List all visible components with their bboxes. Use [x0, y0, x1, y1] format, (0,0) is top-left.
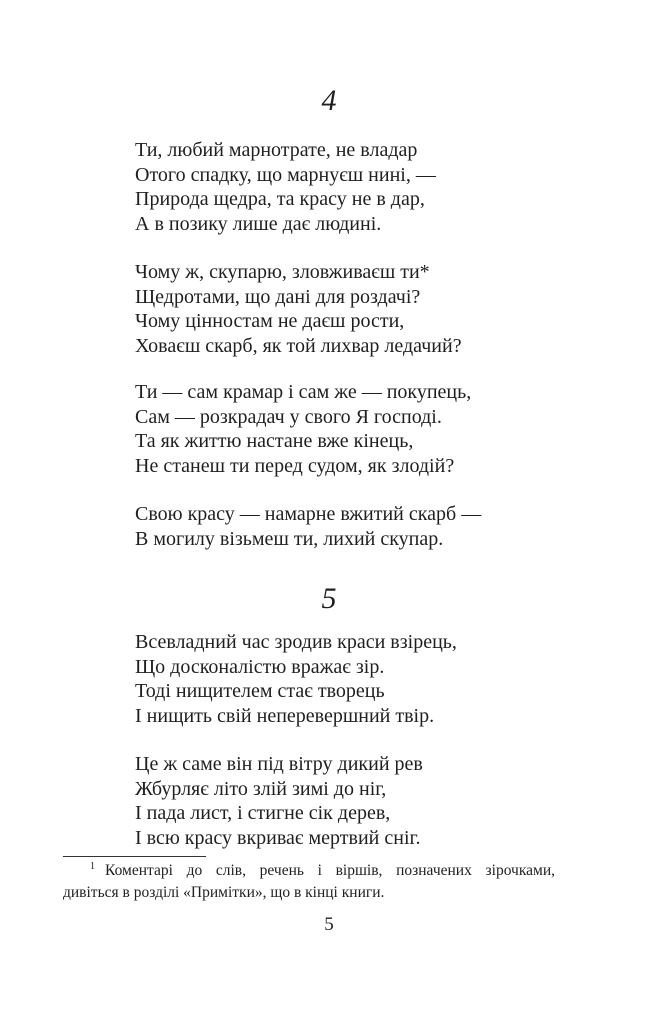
verse-line: І всю красу вкриває мертвий сніг. — [135, 826, 421, 849]
footnote-line — [63, 860, 555, 882]
verse-line: Ховаєш скарб, як той лихвар ледачий? — [135, 334, 462, 357]
verse-line: Всевладний час зродив краси взірець, — [135, 631, 457, 653]
verse-line: Це ж саме він під вітру дикий рев — [135, 753, 423, 775]
verse-line: Ти — сам крамар і сам же — покупець, — [135, 381, 472, 403]
stanza — [135, 138, 555, 236]
stanza — [135, 380, 555, 478]
verse-line: Чому цінностам не даєш рости, — [135, 310, 405, 333]
footnote — [63, 860, 555, 904]
sonnet-number: 5 — [321, 582, 337, 615]
stanza — [135, 752, 555, 850]
verse-line: Ти, любий марнотрате, не владар — [135, 139, 418, 161]
verse-line: І нищить свій неперевершний твір. — [135, 704, 435, 727]
verse-line: Природа щедра, та красу не в дар, — [135, 188, 425, 211]
verse-line: Свою красу — намарне вжитий скарб — — [135, 503, 482, 525]
footnote-divider — [63, 856, 206, 857]
verse-line: Отого спадку, що марнуєш нині, — — [135, 163, 436, 186]
stanza — [135, 502, 555, 551]
verse-line: Чому ж, скупарю, зловживаєш ти* — [135, 261, 430, 283]
stanza — [135, 630, 555, 728]
verse-line: Сам — розкрадач у свого Я господі. — [135, 405, 442, 428]
footnote-line: дивіться в розділі «Примітки», що в кінці книги. — [63, 884, 385, 901]
verse-line: І пада лист, і стигне сік дерев, — [135, 802, 391, 825]
sonnet-number: 4 — [321, 84, 337, 117]
footnote-mark: 1 — [90, 860, 95, 872]
verse-line: Що досконалістю вражає зір. — [135, 655, 385, 678]
verse-line: Щедротами, що дані для роздачі? — [135, 285, 421, 308]
verse-line: Та як життю настане вже кінець, — [135, 430, 414, 453]
verse-line: В могилу візьмеш ти, лихий скупар. — [135, 527, 444, 550]
stanza — [135, 260, 555, 358]
verse-line: А в позику лише дає людині. — [135, 212, 382, 235]
verse-line: Жбурляє літо злій зимі до ніг, — [135, 777, 387, 800]
verse-line: Не станеш ти перед судом, як злодій? — [135, 454, 455, 477]
verse-line: Тоді нищителем стає творець — [135, 680, 385, 703]
page-number: 5 — [324, 914, 334, 935]
footnote-text: Коментарі до слів, речень і віршів, позначених зірочками, — [105, 862, 555, 879]
